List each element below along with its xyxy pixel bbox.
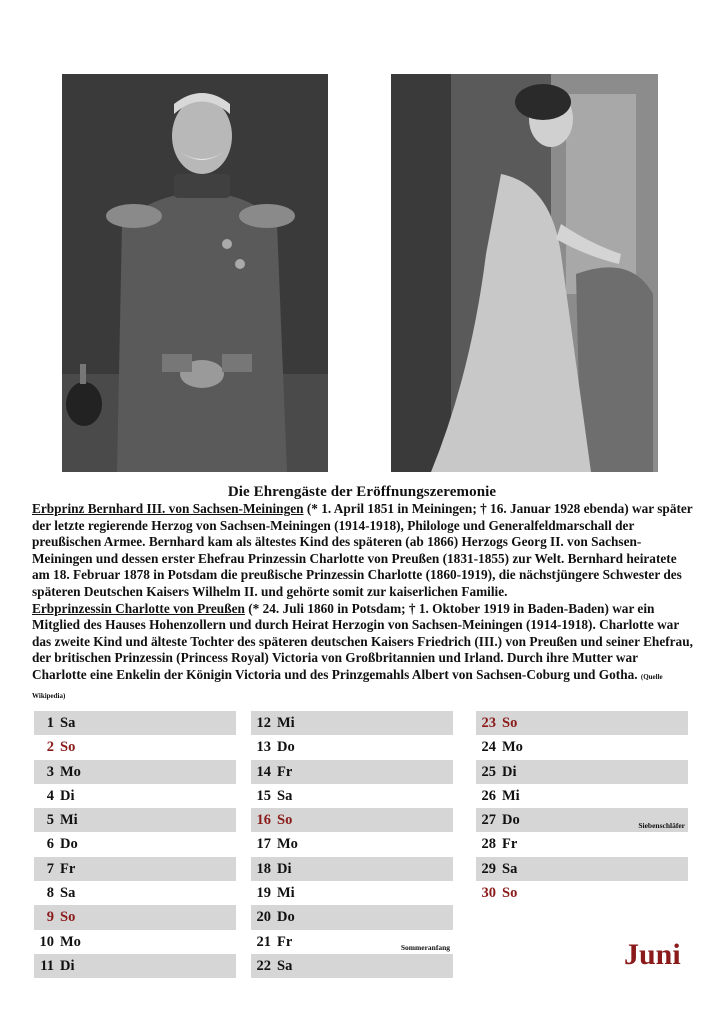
weekday-label: Fr [277, 933, 293, 950]
princess-portrait-image [391, 74, 658, 472]
day-number: 24 [481, 739, 496, 756]
weekday-label: Sa [60, 885, 76, 902]
weekday-label: Sa [277, 787, 293, 804]
weekday-label: Do [502, 812, 520, 829]
weekday-label: Mo [60, 933, 81, 950]
calendar-column-1 [34, 711, 236, 978]
calendar-day-row [476, 760, 688, 784]
day-number: 26 [481, 787, 496, 804]
calendar-day-row [476, 881, 688, 905]
weekday-label: Mo [60, 763, 81, 780]
day-number: 21 [256, 933, 271, 950]
weekday-label: Sa [502, 860, 518, 877]
weekday-label: Di [277, 860, 292, 877]
day-number: 29 [481, 860, 496, 877]
calendar-day-row [251, 930, 453, 954]
day-number: 19 [256, 885, 271, 902]
day-number: 5 [46, 812, 54, 829]
weekday-label: Mi [502, 787, 520, 804]
weekday-label: So [60, 739, 76, 756]
calendar-day-row [251, 808, 453, 832]
day-number: 2 [46, 739, 54, 756]
photo-charlotte [391, 74, 658, 472]
calendar-day-row [34, 905, 236, 929]
day-number: 22 [256, 957, 271, 974]
weekday-label: Mo [502, 739, 523, 756]
weekday-label: Fr [502, 836, 518, 853]
bernhard-name: Erbprinz Bernhard III. von Sachsen-Meiningen [32, 501, 304, 516]
day-number: 11 [40, 957, 54, 974]
day-number: 4 [46, 787, 54, 804]
weekday-label: Sa [277, 957, 293, 974]
weekday-label: Sa [60, 715, 76, 731]
day-number: 30 [481, 885, 496, 902]
calendar-day-row [34, 735, 236, 759]
calendar-day-row [251, 832, 453, 856]
caption-text [32, 501, 694, 704]
officer-portrait-image [62, 74, 328, 472]
calendar-day-row [251, 954, 453, 978]
calendar-day-row [34, 808, 236, 832]
calendar-day-row [251, 760, 453, 784]
calendar-day-row [34, 760, 236, 784]
calendar-day-row [476, 784, 688, 808]
photo-bernhard [62, 74, 328, 472]
calendar-day-row [34, 711, 236, 735]
charlotte-name: Erbprinzessin Charlotte von Preußen [32, 600, 245, 616]
day-number: 3 [46, 763, 54, 780]
weekday-label: Do [277, 739, 295, 756]
weekday-label: Do [60, 836, 78, 853]
day-number: 15 [256, 787, 271, 804]
weekday-label: Di [60, 787, 75, 804]
calendar-day-row [34, 954, 236, 978]
day-number: 12 [256, 715, 271, 731]
weekday-label: So [502, 885, 518, 902]
weekday-label: Do [277, 909, 295, 926]
source-note: (Quelle Wikipedia) [32, 672, 663, 700]
calendar-day-row [251, 881, 453, 905]
calendar-day-row [476, 735, 688, 759]
day-note: Sommeranfang [400, 942, 450, 952]
day-number: 27 [481, 812, 496, 829]
weekday-label: So [277, 812, 293, 829]
weekday-label: Di [502, 763, 517, 780]
calendar-day-row [34, 881, 236, 905]
calendar-day-row [34, 784, 236, 808]
weekday-label: Di [60, 957, 75, 974]
day-number: 17 [256, 836, 271, 853]
day-number: 10 [39, 933, 54, 950]
calendar-column-3 [476, 711, 688, 905]
weekday-label: So [502, 715, 518, 731]
day-number: 16 [256, 812, 271, 829]
calendar-day-row [251, 711, 453, 735]
calendar-day-row [251, 735, 453, 759]
calendar-day-row [476, 857, 688, 881]
calendar-day-row [34, 857, 236, 881]
calendar-day-row [34, 930, 236, 954]
day-number: 7 [46, 860, 54, 877]
weekday-label: Mi [60, 812, 78, 829]
weekday-label: Fr [277, 763, 293, 780]
day-number: 25 [481, 763, 496, 780]
weekday-label: Mi [277, 885, 295, 902]
calendar-day-row [476, 808, 688, 832]
weekday-label: Mo [277, 836, 298, 853]
calendar-column-2 [251, 711, 453, 978]
day-number: 13 [256, 739, 271, 756]
weekday-label: Fr [60, 860, 76, 877]
day-number: 1 [46, 715, 54, 731]
day-number: 9 [46, 909, 54, 926]
day-number: 14 [256, 763, 271, 780]
month-title: Juni [624, 938, 681, 971]
day-number: 18 [256, 860, 271, 877]
day-note: Siebenschläfer [638, 821, 685, 831]
weekday-label: Mi [277, 715, 295, 731]
day-number: 23 [481, 715, 496, 731]
calendar-day-row [476, 711, 688, 735]
weekday-label: So [60, 909, 76, 926]
charlotte-bio: (* 24. Juli 1860 in Potsdam; † 1. Oktober 1919 in Baden-Baden) war ein Mitglied des Hauses Hohenzollern und durch Heirat Herzogin von Sachsen-Meiningen (1914-1918). Charlotte war das zweite Kind und älteste Tochter des späteren deutschen Kaisers Friedrich (III.) von Preußen und seiner Ehefrau, der britischen Prinzessin (Princess Royal) Victoria von Großbritannien und Irland. Durch ihre Mutter war Charlotte eine Enkelin der Königin Victoria und des Prinzgemahls Albert von Sachsen-Coburg und Gotha. [32, 600, 693, 682]
calendar-day-row [34, 832, 236, 856]
calendar-day-row [251, 857, 453, 881]
day-number: 8 [46, 885, 54, 902]
caption-title: Die Ehrengäste der Eröffnungszeremonie [227, 484, 497, 500]
day-number: 28 [481, 836, 496, 853]
calendar-day-row [251, 905, 453, 929]
day-number: 20 [256, 909, 271, 926]
calendar-day-row [251, 784, 453, 808]
calendar-day-row [476, 832, 688, 856]
day-number: 6 [46, 836, 54, 853]
bernhard-bio: (* 1. April 1851 in Meiningen; † 16. Januar 1928 ebenda) war später der letzte regierende Herzog von Sachsen-Meiningen (1914-1918), Philologe und Generalfeldmarschall der preußischen Armee. Bernhard kam als ältestes Kind des späteren (ab 1866) Herzogs Georg II. von Sachsen-Meiningen und dessen erster Ehefrau Prinzessin Charlotte von Preußen (1831-1855) zur Welt. Bernhard heiratete am 18. Februar 1878 in Potsdam die preußische Prinzessin Charlotte (1860-1919), die nächstjüngere Schwester des späteren Deutschen Kaisers Wilhelm II. und gehörte somit zur kaiserlichen Familie. [32, 501, 693, 599]
